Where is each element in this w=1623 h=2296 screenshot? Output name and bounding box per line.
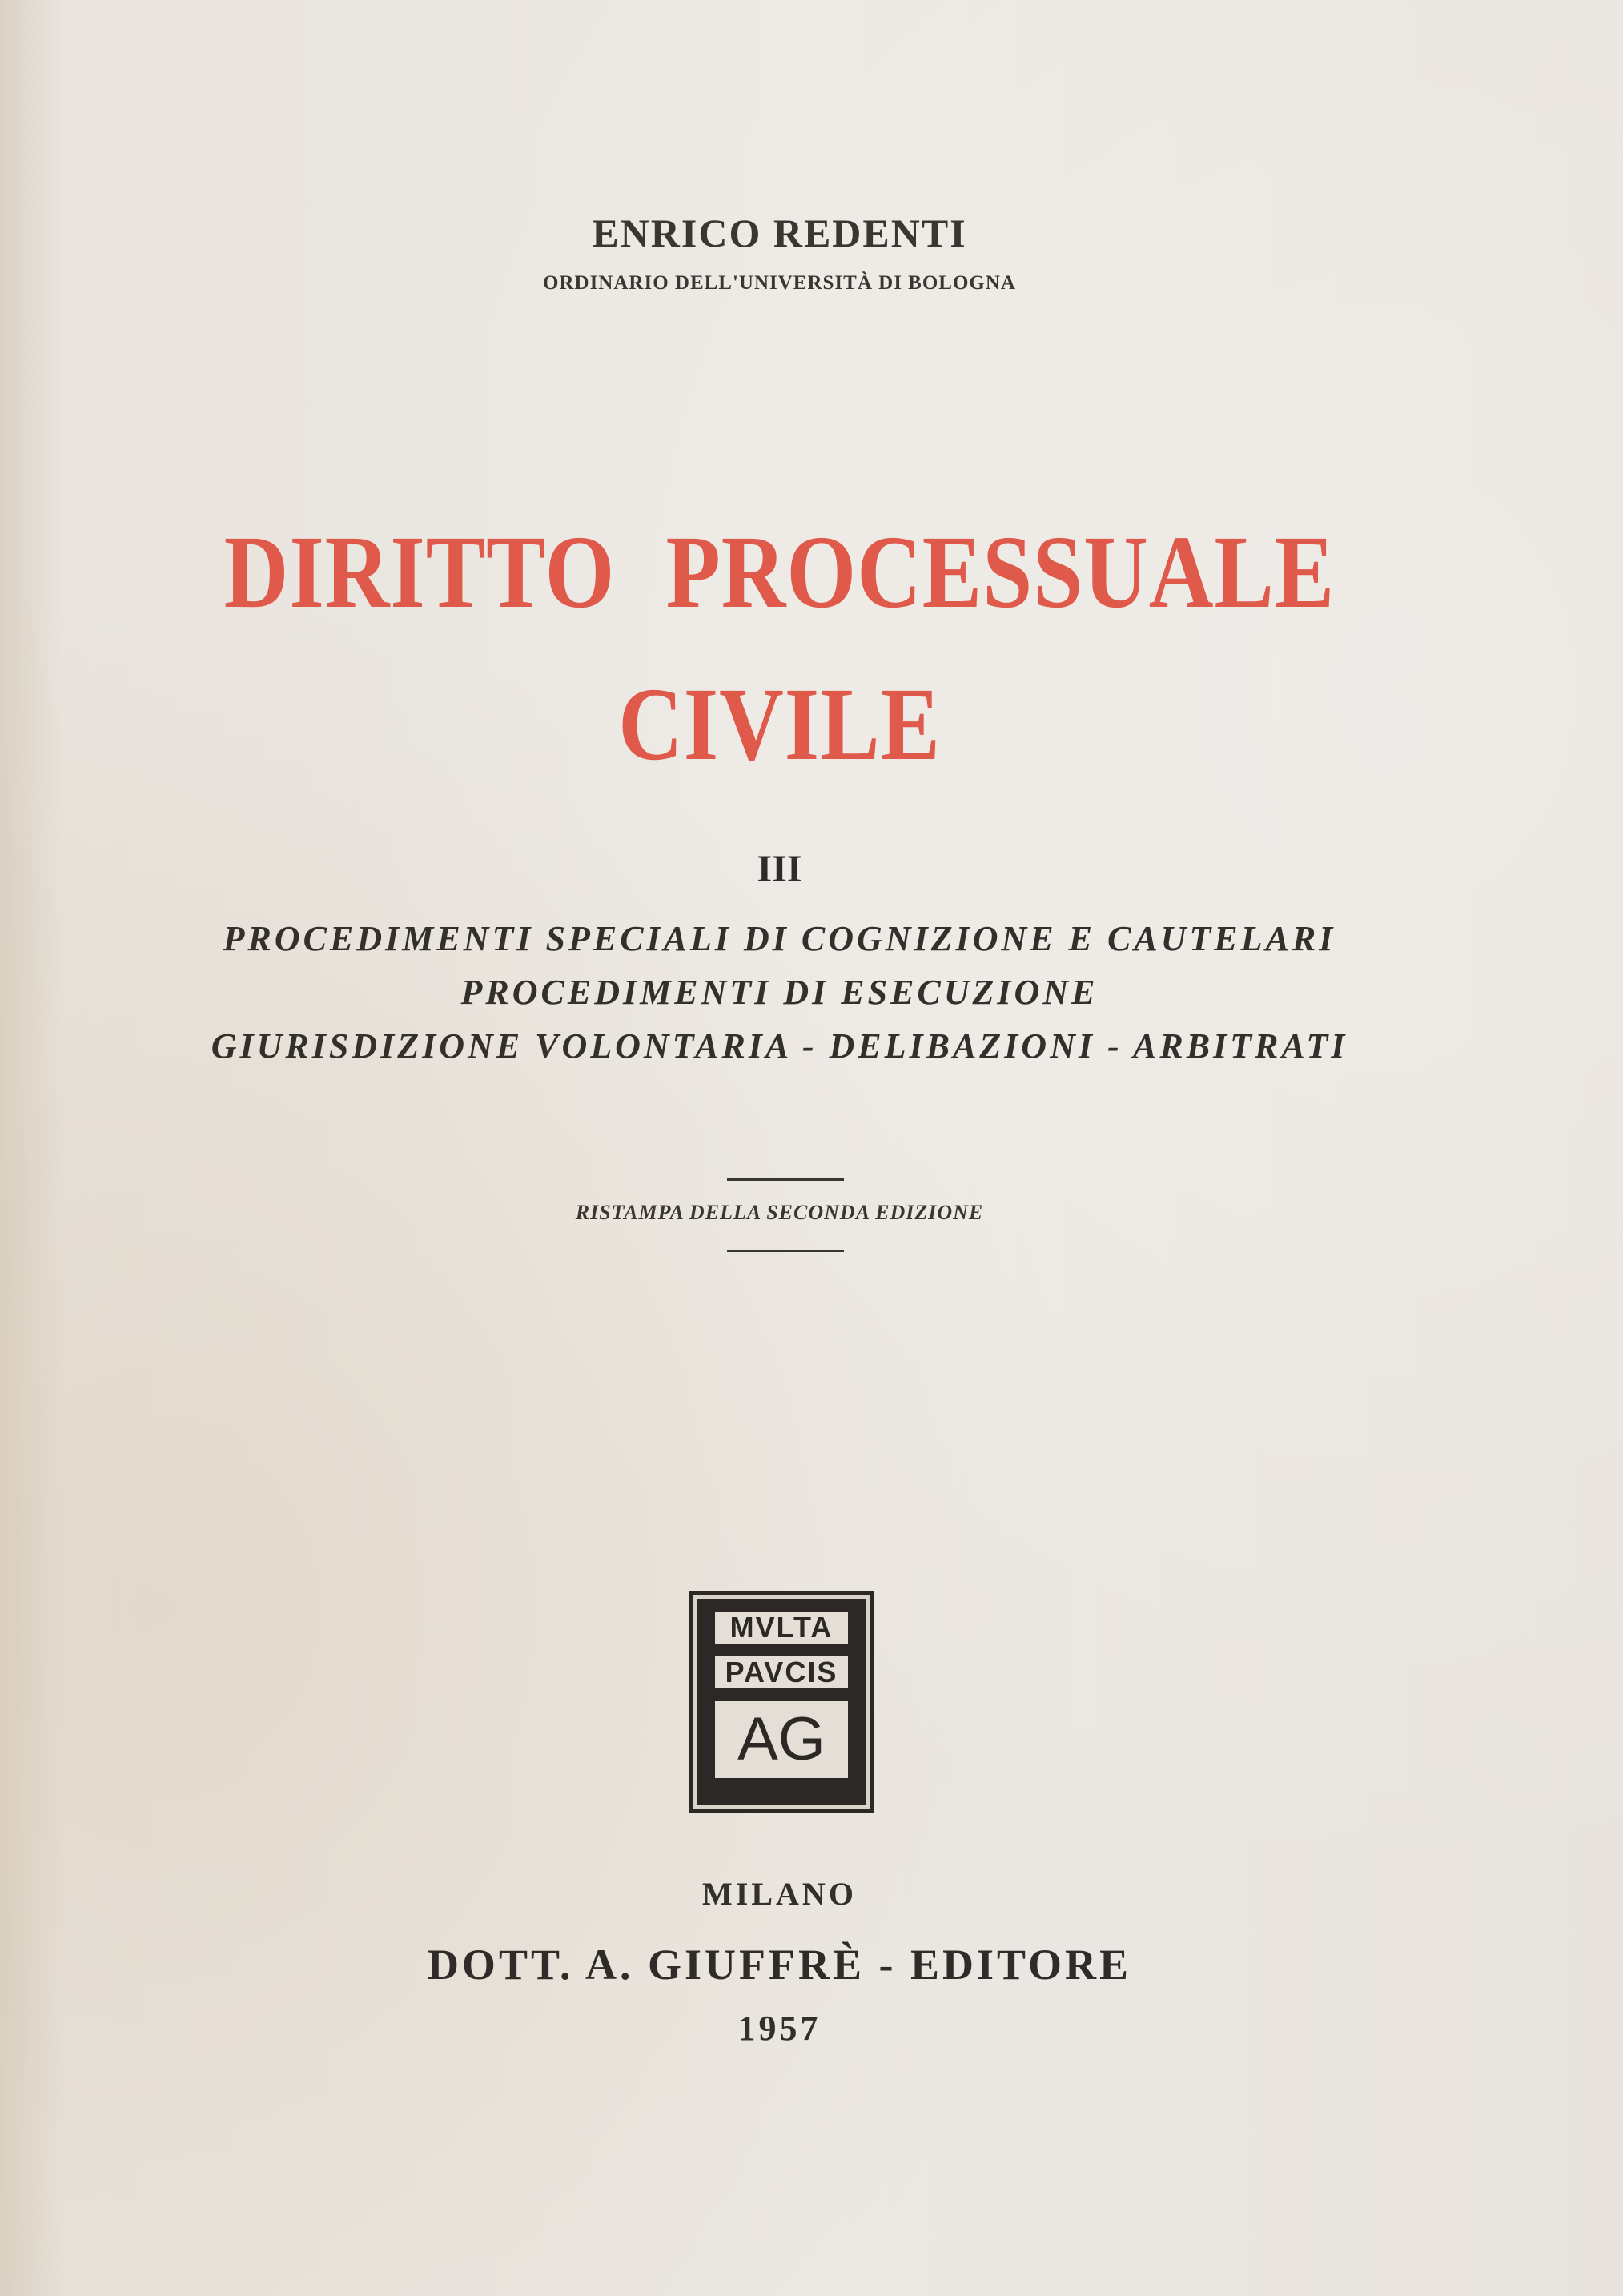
subtitle-line-1: PROCEDIMENTI SPECIALI DI COGNIZIONE E CAUTELARI: [223, 919, 1336, 958]
logo-motto-line-1: MVLTA: [715, 1612, 848, 1644]
divider-bottom: [727, 1250, 844, 1252]
author-name: ENRICO REDENTI: [592, 211, 967, 255]
logo-motto-line-2: PAVCIS: [715, 1656, 848, 1688]
book-title-line-1: DIRITTO PROCESSUALE: [223, 515, 1336, 630]
subtitle-line-2: PROCEDIMENTI DI ESECUZIONE: [460, 973, 1099, 1012]
author-affiliation: ORDINARIO DELL'UNIVERSITÀ DI BOLOGNA: [543, 272, 1016, 294]
divider-top: [727, 1178, 844, 1181]
book-title-line-2: CIVILE: [618, 667, 941, 782]
subtitle-line-3: GIURISDIZIONE VOLONTARIA - DELIBAZIONI - ARBITRATI: [211, 1026, 1348, 1066]
publication-year: 1957: [737, 2009, 822, 2048]
publisher-name: DOTT. A. GIUFFRÈ - EDITORE: [427, 1941, 1132, 1989]
volume-number: III: [757, 848, 802, 890]
publication-city: MILANO: [702, 1876, 857, 1912]
logo-monogram: AG: [715, 1701, 848, 1778]
publisher-logo: [693, 1595, 870, 1809]
edition-note: RISTAMPA DELLA SECONDA EDIZIONE: [575, 1201, 984, 1224]
